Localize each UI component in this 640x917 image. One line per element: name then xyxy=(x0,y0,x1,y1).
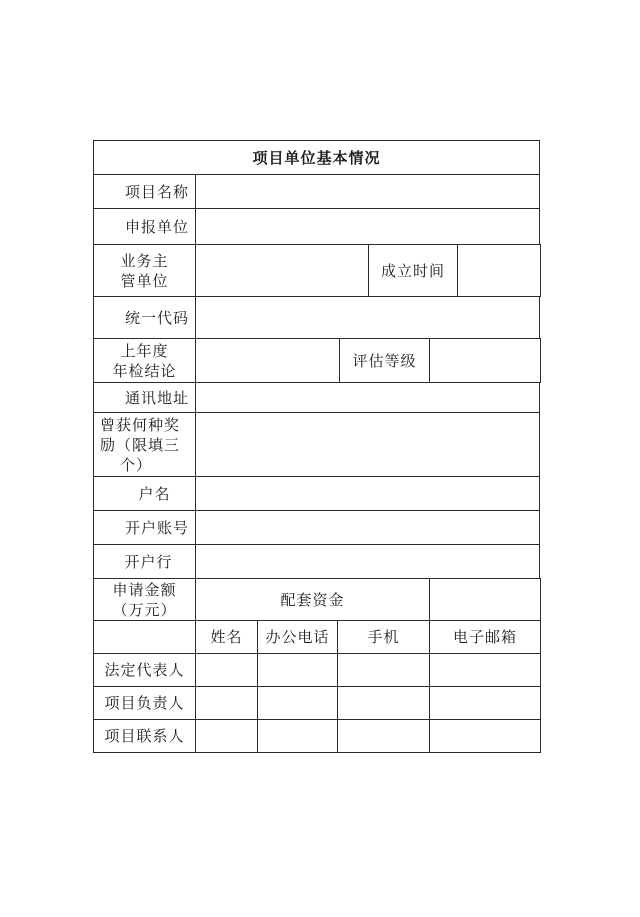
field-applicant-unit-main[interactable] xyxy=(196,209,540,245)
contacts-header-mobile: 手机 xyxy=(338,621,430,654)
field-awards[interactable] xyxy=(196,413,540,477)
row-applicant-unit xyxy=(93,208,540,245)
label-awards-line1: 曾获何种奖 xyxy=(100,415,181,434)
contact-role-project-lead: 项目负责人 xyxy=(94,687,196,720)
row-address xyxy=(93,382,540,413)
row-account-number xyxy=(93,510,540,545)
row-amount xyxy=(93,578,541,621)
field-unified-code[interactable] xyxy=(196,297,540,339)
row-awards xyxy=(93,412,540,477)
field-address[interactable] xyxy=(196,383,540,413)
label-supervisor-main xyxy=(94,245,196,297)
label-bank: 开户行 xyxy=(94,545,196,579)
field-annual[interactable] xyxy=(196,339,340,383)
contacts-table xyxy=(93,620,541,753)
row-account-name xyxy=(93,476,540,511)
label-matching-funds: 配套资金 xyxy=(196,579,430,621)
field-account-number[interactable] xyxy=(196,511,540,545)
label-unified-code: 统一代码 xyxy=(94,297,196,339)
row-bank xyxy=(93,544,540,579)
contact-role-project-contact: 项目联系人 xyxy=(94,720,196,753)
contact-role-legal-rep: 法定代表人 xyxy=(94,654,196,687)
contact-legal-rep-mobile[interactable] xyxy=(338,654,430,687)
label-supervisor-line1-main: 业务主 xyxy=(120,251,169,270)
label-supervisor-line2-main: 管单位 xyxy=(120,271,169,290)
contact-project-lead-name[interactable] xyxy=(196,687,258,720)
label-awards-line2: 励（限填三 xyxy=(100,435,181,454)
form-title-main: 项目单位基本情况 xyxy=(94,141,540,175)
label-account-name: 户名 xyxy=(94,477,196,511)
field-matching-funds[interactable] xyxy=(430,579,541,621)
contact-legal-rep-name[interactable] xyxy=(196,654,258,687)
row-supervisor xyxy=(93,244,541,297)
project-unit-form-main xyxy=(93,140,540,753)
contact-project-contact-mobile[interactable] xyxy=(338,720,430,753)
contacts-header-email: 电子邮箱 xyxy=(430,621,541,654)
contacts-header-row xyxy=(94,621,541,654)
contact-legal-rep-office-phone[interactable] xyxy=(258,654,338,687)
label-applicant-unit-main: 申报单位 xyxy=(94,209,196,245)
row-annual xyxy=(93,338,541,383)
label-annual-line1: 上年度 xyxy=(120,341,169,360)
contact-project-contact-email[interactable] xyxy=(430,720,541,753)
row-project-name xyxy=(93,174,540,209)
field-founded-time-main[interactable] xyxy=(458,245,541,297)
label-amount-line1: 申请金额 xyxy=(112,580,177,599)
contacts-header-office-phone: 办公电话 xyxy=(258,621,338,654)
label-founded-time-main: 成立时间 xyxy=(369,245,458,297)
label-awards-line3: 个） xyxy=(120,455,153,474)
label-annual-line2: 年检结论 xyxy=(112,361,177,380)
label-annual xyxy=(94,339,196,383)
contact-project-lead-mobile[interactable] xyxy=(338,687,430,720)
row-unified-code xyxy=(93,296,540,339)
contact-project-contact-name[interactable] xyxy=(196,720,258,753)
field-evaluation-grade[interactable] xyxy=(430,339,541,383)
contact-project-lead-email[interactable] xyxy=(430,687,541,720)
label-awards xyxy=(94,413,196,477)
table-row xyxy=(94,687,541,720)
label-address: 通讯地址 xyxy=(94,383,196,413)
label-account-number: 开户账号 xyxy=(94,511,196,545)
row-title xyxy=(93,140,540,175)
field-supervisor-main[interactable] xyxy=(196,245,369,297)
table-row xyxy=(94,654,541,687)
contacts-header-empty xyxy=(94,621,196,654)
label-amount xyxy=(94,579,196,621)
contacts-header-name: 姓名 xyxy=(196,621,258,654)
contact-project-lead-office-phone[interactable] xyxy=(258,687,338,720)
field-project-name-main[interactable] xyxy=(196,175,540,209)
contact-legal-rep-email[interactable] xyxy=(430,654,541,687)
label-project-name-main: 项目名称 xyxy=(94,175,196,209)
label-evaluation-grade: 评估等级 xyxy=(340,339,430,383)
contact-project-contact-office-phone[interactable] xyxy=(258,720,338,753)
table-row xyxy=(94,720,541,753)
label-amount-line2: （万元） xyxy=(112,600,177,619)
field-bank[interactable] xyxy=(196,545,540,579)
field-account-name[interactable] xyxy=(196,477,540,511)
